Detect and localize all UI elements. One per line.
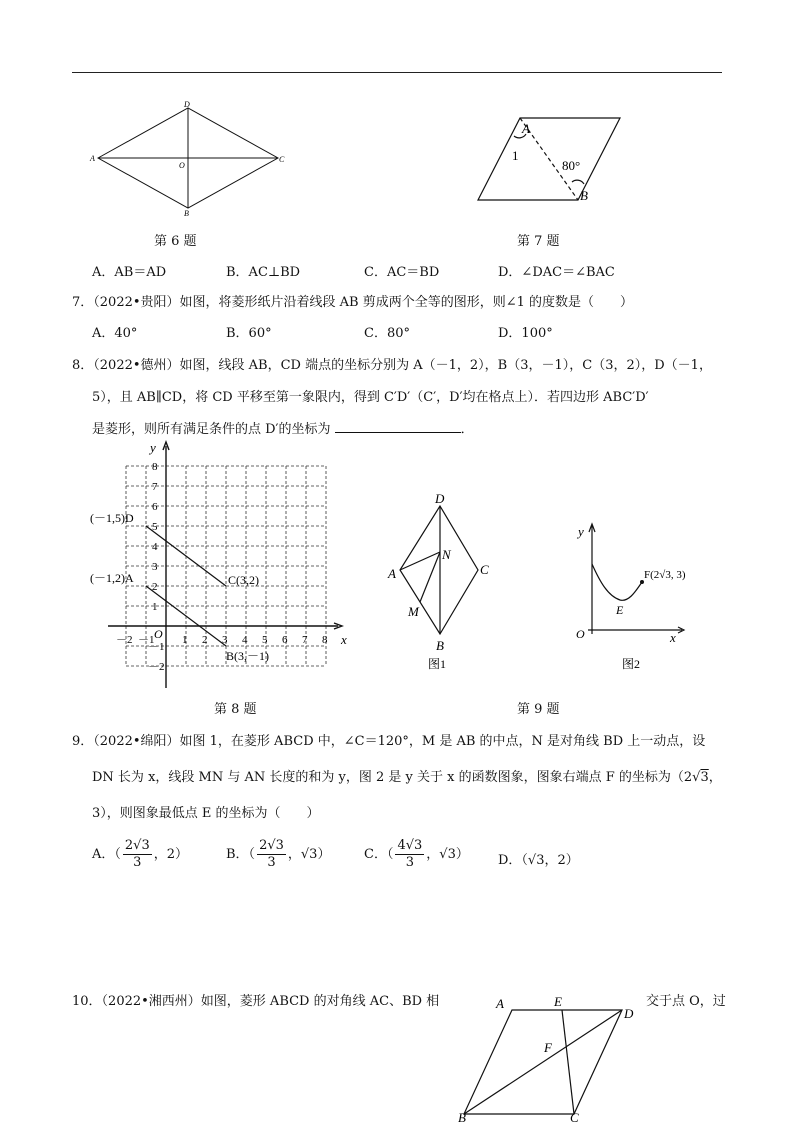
fig8-xtick: 7 [302, 634, 308, 646]
figure-7-parallelogram [474, 112, 630, 206]
fig8-ytick: 1 [152, 601, 158, 613]
fig9-label-n: N [442, 547, 451, 562]
fig9-caption-1: 图1 [428, 657, 447, 671]
fig9-label-a: A [388, 566, 396, 581]
fig8-xtick: 1 [182, 634, 188, 646]
q9-option-c-fraction [395, 838, 424, 871]
q6-option-d: D．∠DAC＝∠BAC [498, 265, 615, 280]
fig9-label-d: D [435, 491, 445, 506]
figure-9-rhombus [384, 486, 494, 676]
fig6-caption: 第 6 题 [154, 234, 197, 249]
fig9-label-b: B [436, 638, 444, 653]
fig8-xtick: 5 [262, 634, 268, 646]
q6-option-b: B．AC⊥BD [226, 265, 301, 280]
q9-line-3: 3），则图象最低点 E 的坐标为（ ） [92, 806, 320, 821]
fig10-label-a: A [496, 996, 504, 1011]
fraction-denominator: 3 [133, 855, 142, 870]
q9-sqrt-value: 3 [700, 770, 709, 785]
header-rule [72, 72, 722, 73]
q7-option-b: B．60° [226, 326, 272, 341]
fraction-denominator: 3 [405, 855, 414, 870]
fig8-caption: 第 8 题 [214, 702, 257, 717]
fig8-axis-x: x [341, 632, 347, 647]
q6-option-c: C．AC＝BD [364, 265, 440, 280]
fig10-label-b: B [458, 1110, 466, 1123]
q9-option-c [364, 838, 469, 871]
q9-line-2 [92, 766, 722, 785]
fig8-ytick: －2 [148, 661, 165, 673]
fig8-label-d: (－1,5)D [90, 511, 134, 525]
fig10-label-c: C [570, 1110, 579, 1123]
fig8-xtick: －2 [116, 634, 133, 646]
q9-option-a-fraction [123, 838, 152, 871]
q9-line-2-text: DN 长为 x，线段 MN 与 AN 长度的和为 y，图 2 是 y 关于 x 的函数图象，图象右端点 F 的坐标为（2 [92, 770, 693, 785]
fig8-ytick: 3 [152, 561, 158, 573]
q9-option-b-suffix: ，√3） [287, 847, 331, 862]
fraction-numerator: 4√3 [397, 838, 423, 853]
fig8-label-a: (－1,2)A [90, 571, 134, 585]
figure-8-grid [86, 438, 366, 690]
fig10-label-e: E [554, 994, 562, 1009]
fig6-label-b: B [184, 209, 189, 218]
q10-line-1-end: 交于点 O，过 [646, 994, 726, 1009]
fig8-origin: O [154, 627, 163, 641]
fig8-xtick: 8 [322, 634, 328, 646]
q7-option-d: D．100° [498, 326, 553, 341]
q8-line-3 [92, 418, 474, 437]
fraction-numerator: 2√3 [124, 838, 150, 853]
fig9b-label-f: F(2√3, 3) [644, 569, 686, 581]
fig9b-axis-y: y [578, 524, 584, 539]
fig9b-axis-x: x [670, 630, 676, 645]
figure-9-graph [570, 520, 690, 674]
q9-sqrt-symbol: √ [692, 770, 701, 785]
q9-option-b-prefix: B．（ [226, 847, 256, 862]
fig8-ytick: 8 [152, 461, 158, 473]
q8-line-3-text: 是菱形，则所有满足条件的点 D′的坐标为 [92, 422, 331, 437]
fig9-label-m: M [408, 604, 419, 619]
q9-line-1: 9．（2022•绵阳）如图 1，在菱形 ABCD 中，∠C＝120°，M 是 AB 的中点，N 是对角线 BD 上一动点，设 [72, 734, 706, 749]
fig8-label-b: B(3,－1) [226, 649, 269, 663]
fig8-xtick: 2 [202, 634, 208, 646]
q6-option-a: A．AB＝AD [92, 265, 167, 280]
fig6-label-o: O [179, 161, 185, 170]
q9-option-c-suffix: ，√3） [426, 847, 469, 862]
fig9-caption-2: 图2 [622, 657, 641, 671]
fig9b-label-e: E [616, 603, 624, 617]
fig8-ytick: 2 [152, 581, 158, 593]
q8-answer-blank[interactable] [335, 420, 461, 433]
figure-6-rhombus [88, 98, 298, 220]
fig8-label-c: C(3,2) [228, 573, 259, 587]
fig6-label-c: C [279, 155, 285, 164]
q9-option-a-prefix: A．（ [92, 847, 121, 862]
q9-option-d: D．（√3，2） [498, 853, 579, 868]
fig8-xtick: 4 [242, 634, 248, 646]
fig7-label-b: B [580, 188, 588, 203]
figure-10-parallelogram [454, 992, 640, 1123]
fig8-ytick: －1 [148, 641, 165, 653]
fig8-ytick: 4 [152, 541, 158, 553]
fig9-caption: 第 9 题 [517, 702, 560, 717]
fig8-ytick: 7 [152, 481, 158, 493]
fig8-xtick: －1 [138, 634, 155, 646]
q9-option-b [226, 838, 330, 871]
fig8-ytick: 6 [152, 501, 158, 513]
fig8-xtick: 6 [282, 634, 288, 646]
q7-option-a: A．40° [92, 326, 138, 341]
fig7-label-angle: 80° [562, 158, 581, 173]
q8-line-1: 8．（2022•德州）如图，线段 AB，CD 端点的坐标分别为 A（－1，2），B（3，－1），C（3，2），D（－1， [72, 358, 712, 373]
q9-line-2-end: ， [708, 770, 722, 785]
fig9b-origin: O [576, 627, 585, 641]
fig8-xtick: 3 [222, 634, 228, 646]
fig9-label-c: C [480, 562, 489, 577]
fig7-label-one: 1 [512, 148, 519, 163]
fig6-label-a: A [90, 154, 95, 163]
q9-option-c-prefix: C．（ [364, 847, 394, 862]
fig8-axis-y: y [150, 440, 156, 455]
q8-line-2: 5），且 AB∥CD，将 CD 平移至第一象限内，得到 C′D′（C′，D′均在格点上）．若四边形 ABC′D′ [92, 390, 649, 405]
q10-line-1: 10．（2022•湘西州）如图，菱形 ABCD 的对角线 AC、BD 相 [72, 994, 440, 1009]
fig7-caption: 第 7 题 [517, 234, 560, 249]
q7-stem: 7．（2022•贵阳）如图，将菱形纸片沿着线段 AB 剪成两个全等的图形，则∠1 的度数是（ ） [72, 295, 634, 310]
q9-option-a [92, 838, 188, 871]
q9-option-b-fraction [257, 838, 286, 871]
fraction-numerator: 2√3 [259, 838, 284, 853]
fig7-label-a: A [522, 121, 530, 136]
fig10-label-d: D [624, 1006, 634, 1021]
fig8-ytick: 5 [152, 521, 158, 533]
fraction-denominator: 3 [267, 855, 276, 870]
q9-option-a-suffix: ，2） [153, 847, 188, 862]
fig6-label-d: D [184, 100, 190, 109]
q7-option-c: C．80° [364, 326, 410, 341]
fig10-label-f: F [544, 1040, 552, 1055]
q8-line-3-end: ． [460, 422, 474, 437]
